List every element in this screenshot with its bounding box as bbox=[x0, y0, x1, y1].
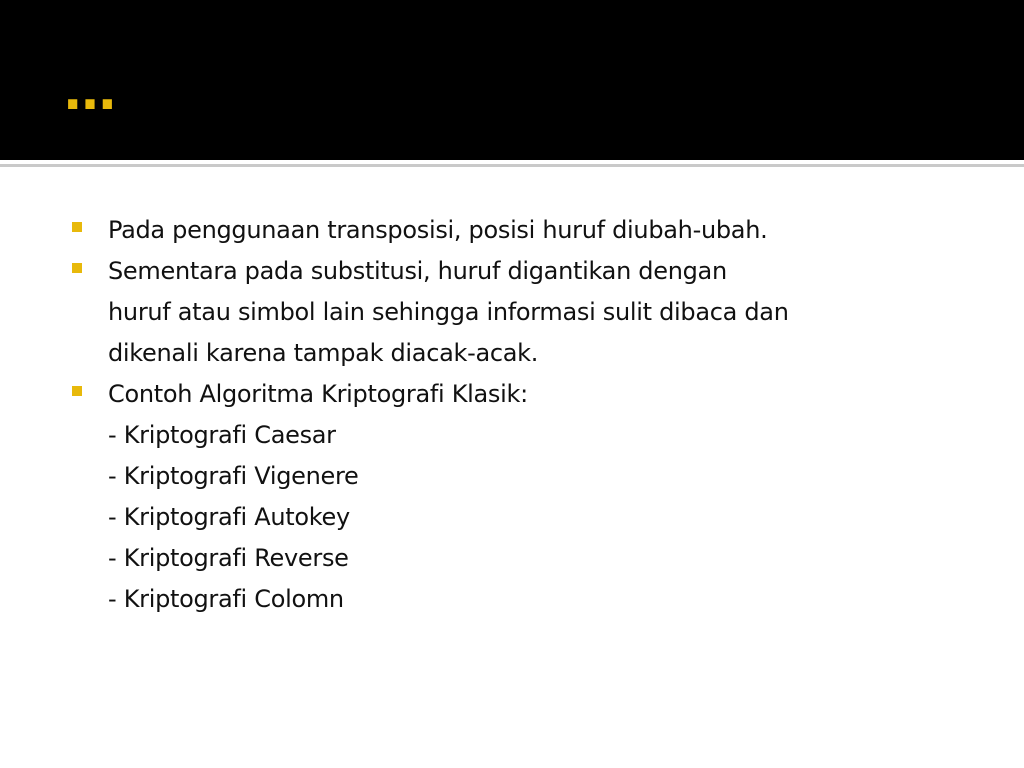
bullet-text-line: Sementara pada substitusi, huruf digantikan dengan bbox=[108, 257, 727, 285]
sub-list-item: - Kriptografi Vigenere bbox=[108, 462, 359, 490]
sub-list-item: - Kriptografi Colomn bbox=[108, 585, 344, 613]
bullet-item-2 bbox=[72, 251, 972, 374]
bullet-text-line: dikenali karena tampak diacak-acak. bbox=[108, 339, 539, 367]
bullet-text-line: Contoh Algoritma Kriptografi Klasik: bbox=[108, 380, 528, 408]
slide-title: … bbox=[64, 62, 118, 122]
slide-content bbox=[72, 210, 972, 620]
sub-list-item: - Kriptografi Autokey bbox=[108, 503, 350, 531]
bullet-item-3 bbox=[72, 374, 972, 620]
sub-list-item: - Kriptografi Reverse bbox=[108, 544, 349, 572]
square-bullet-icon bbox=[72, 222, 82, 232]
sub-list-item: - Kriptografi Caesar bbox=[108, 421, 336, 449]
bullet-item-1 bbox=[72, 210, 972, 251]
square-bullet-icon bbox=[72, 386, 82, 396]
title-divider bbox=[0, 164, 1024, 167]
title-bar bbox=[0, 0, 1024, 160]
square-bullet-icon bbox=[72, 263, 82, 273]
bullet-text-line: Pada penggunaan transposisi, posisi huruf diubah-ubah. bbox=[108, 216, 768, 244]
bullet-text-line: huruf atau simbol lain sehingga informasi sulit dibaca dan bbox=[108, 298, 789, 326]
